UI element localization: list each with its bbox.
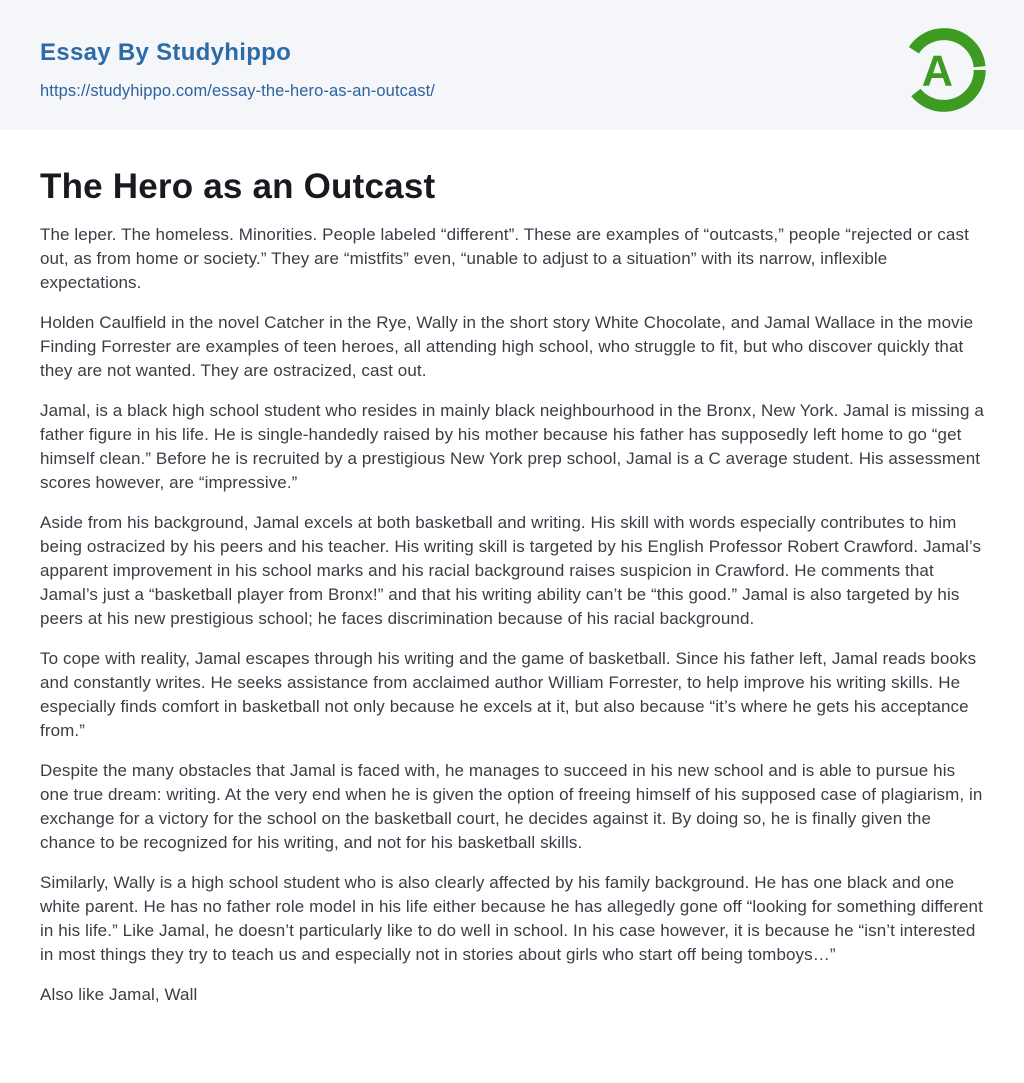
site-title: Essay By Studyhippo [40,38,292,66]
essay-paragraph: Despite the many obstacles that Jamal is faced with, he manages to succeed in his new school and is able to pursue his one true dream: writing. At the very end when he is given the option of freeing himself of his supposed case of plagiarism, in exchange for a victory for the school on the basketball court, he decides against it. By doing so, he is finally given the chance to be recognized for his writing, and not for his basketball skills. [40,761,983,852]
site-header [0,0,1024,130]
studyhippo-logo-icon [896,20,988,120]
article [0,166,1024,1083]
essay-paragraph: Jamal, is a black high school student who resides in mainly black neighbourhood in the Bronx, New York. Jamal is missing a father figure in his life. He is single-handedly raised by his mother because his father has supposedly left home to go “get himself clean.” Before he is recruited by a prestigious New York prep school, Jamal is a C average student. His assessment scores however, are “impressive.” [40,401,984,492]
essay-body [40,223,984,1007]
essay-paragraph: Aside from his background, Jamal excels at both basketball and writing. His skill with words especially contributes to him being ostracized by his peers and his teacher. His writing skill is targeted by his English Professor Robert Crawford. Jamal’s apparent improvement in his school marks and his racial background raises suspicion in Crawford. He comments that Jamal’s just a “basketball player from Bronx!” and that his writing ability can’t be “this good.” Jamal is also targeted by his peers at his new prestigious school; he faces discrimination because of his racial background. [40,513,982,628]
essay-paragraph: Similarly, Wally is a high school student who is also clearly affected by his family background. He has one black and one white parent. He has no father role model in his life either because he has allegedly gone off “looking for something different in his life.” Like Jamal, he doesn’t particularly like to do well in school. In his case however, it is because he “isn’t interested in most things they try to teach us and especially not in stories about girls who start off being tomboys…” [40,873,983,964]
essay-paragraph: The leper. The homeless. Minorities. People labeled “different”. These are examples of “outcasts,” people “rejected or cast out, as from home or society.” They are “mistfits” even, “unable to adjust to a situation” with its narrow, inflexible expectations. [40,225,969,292]
header-text-block [40,39,435,102]
logo-letter: A [921,47,954,96]
essay-paragraph: Also like Jamal, Wall [40,985,198,1004]
essay-paragraph: Holden Caulfield in the novel Catcher in the Rye, Wally in the short story White Chocolate, and Jamal Wallace in the movie Finding Forrester are examples of teen heroes, all attending high school, who struggle to fit, but who discover quickly that they are not wanted. They are ostracized, cast out. [40,313,974,380]
page-title: The Hero as an Outcast [40,167,436,206]
essay-paragraph: To cope with reality, Jamal escapes through his writing and the game of basketball. Since his father left, Jamal reads books and constantly writes. He seeks assistance from acclaimed author William Forrester, to help improve his writing skills. He especially finds comfort in basketball not only because he excels at it, but also because “it’s where he gets his acceptance from.” [40,649,977,740]
source-url-link[interactable]: https://studyhippo.com/essay-the-hero-as-an-outcast/ [40,82,435,101]
